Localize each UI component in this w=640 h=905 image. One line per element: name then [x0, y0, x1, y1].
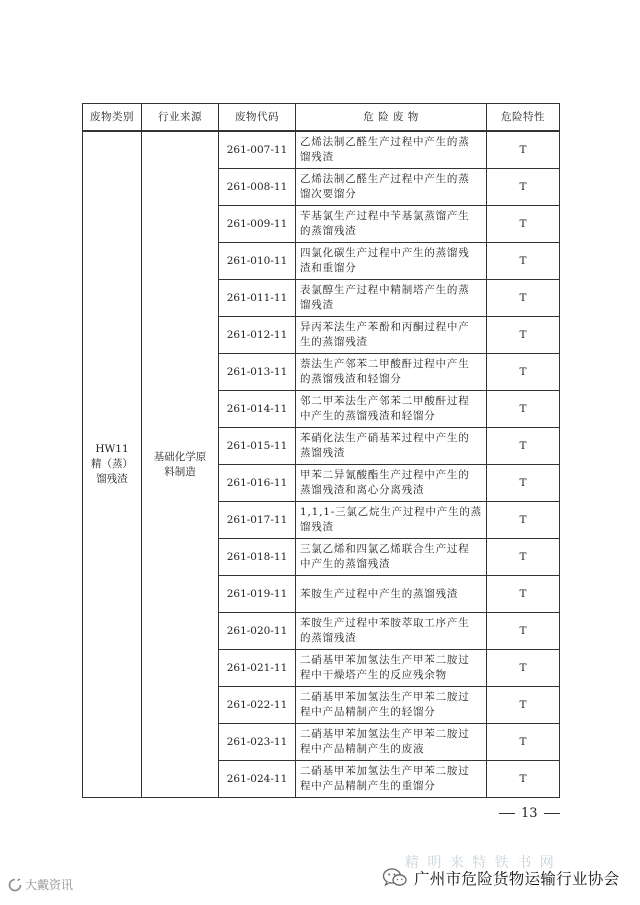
waste-code-cell: 261-012-11: [219, 317, 296, 354]
page-number-dash-left: [499, 813, 515, 814]
waste-description-line: 三氯乙烯和四氯乙烯联合生产过程: [300, 543, 470, 555]
waste-description-cell: [296, 650, 487, 687]
waste-category-line: HW11: [95, 443, 129, 455]
faint-bleed-text: 精 明 来 特 铁 书 网: [405, 855, 556, 871]
waste-description-line: 程中干燥塔产生的反应残余物: [300, 669, 447, 681]
waste-description-cell: [296, 613, 487, 650]
waste-code-cell: 261-023-11: [219, 724, 296, 761]
waste-description-line: 蒸馏残渣: [300, 447, 346, 459]
hazard-characteristic-cell: T: [487, 539, 560, 576]
waste-description-line: 异丙苯法生产苯酚和丙酮过程中产: [300, 321, 470, 333]
header-waste-code: 废物代码: [219, 104, 296, 132]
waste-description-line: 甲苯二异氰酸酯生产过程中产生的: [300, 469, 470, 481]
waste-description-line: 馏次要馏分: [300, 188, 357, 200]
watermark-left-text: 大戴资讯: [25, 878, 74, 892]
hazard-characteristic-cell: T: [487, 280, 560, 317]
waste-description-cell: [296, 539, 487, 576]
waste-description-line: 萘法生产邻苯二甲酸酐过程中产生: [300, 358, 470, 370]
waste-description-line: 的蒸馏残渣: [300, 225, 357, 237]
waste-description-line: 的蒸馏残渣和轻馏分: [300, 373, 402, 385]
header-hazard-characteristic: 危险特性: [487, 104, 560, 132]
waste-code-cell: 261-022-11: [219, 687, 296, 724]
waste-description-cell: [296, 687, 487, 724]
waste-description-line: 馏残渣: [300, 299, 334, 311]
table-header-row: [83, 104, 560, 132]
broken-circle-icon: [8, 878, 22, 892]
waste-code-cell: 261-019-11: [219, 576, 296, 613]
waste-description-cell: [296, 243, 487, 280]
waste-code-cell: 261-008-11: [219, 169, 296, 206]
waste-code-cell: 261-010-11: [219, 243, 296, 280]
waste-description-line: 苯胺生产过程中苯胺萃取工序产生: [300, 617, 470, 629]
waste-code-cell: 261-009-11: [219, 206, 296, 243]
header-hazardous-waste: 危 险 废 物: [296, 104, 487, 132]
waste-description-line: 渣和重馏分: [300, 262, 357, 274]
waste-code-cell: 261-007-11: [219, 131, 296, 169]
hazard-characteristic-cell: T: [487, 131, 560, 169]
waste-description-line: 馏残渣: [300, 521, 334, 533]
header-industry-source: 行业来源: [142, 104, 219, 132]
waste-description-cell: [296, 428, 487, 465]
waste-description-cell: [296, 317, 487, 354]
waste-category-line: 馏残渣: [96, 473, 128, 485]
waste-code-cell: 261-014-11: [219, 391, 296, 428]
watermark-left: [8, 876, 73, 893]
waste-description-cell: [296, 131, 487, 169]
waste-category-line: 精（蒸）: [91, 458, 133, 470]
hazard-characteristic-cell: T: [487, 576, 560, 613]
hazard-characteristic-cell: T: [487, 465, 560, 502]
industry-source-cell: [142, 131, 219, 798]
waste-description-line: 二硝基甲苯加氢法生产甲苯二胺过: [300, 765, 470, 777]
header-waste-category: 废物类别: [83, 104, 142, 132]
waste-description-line: 二硝基甲苯加氢法生产甲苯二胺过: [300, 654, 470, 666]
watermark-right: [382, 867, 619, 889]
waste-code-cell: 261-024-11: [219, 761, 296, 798]
hazard-characteristic-cell: T: [487, 317, 560, 354]
waste-description-line: 蒸馏残渣和离心分离残渣: [300, 484, 425, 496]
waste-description-cell: [296, 354, 487, 391]
hazard-characteristic-cell: T: [487, 206, 560, 243]
hazard-characteristic-cell: T: [487, 169, 560, 206]
waste-description-cell: [296, 724, 487, 761]
waste-description-cell: [296, 502, 487, 539]
hazard-characteristic-cell: T: [487, 724, 560, 761]
wechat-icon: [382, 867, 408, 889]
hazard-characteristic-cell: T: [487, 354, 560, 391]
waste-description-line: 乙烯法制乙醛生产过程中产生的蒸: [300, 136, 470, 148]
waste-description-line: 乙烯法制乙醛生产过程中产生的蒸: [300, 173, 470, 185]
waste-description-line: 苄基氯生产过程中苄基氯蒸馏产生: [300, 210, 470, 222]
table-row: [83, 131, 560, 169]
waste-description-line: 程中产品精制产生的废液: [300, 743, 425, 755]
hazard-characteristic-cell: T: [487, 243, 560, 280]
waste-description-line: 二硝基甲苯加氢法生产甲苯二胺过: [300, 728, 470, 740]
watermark-right-text: 广州市危险货物运输行业协会: [414, 870, 620, 888]
waste-description-line: 1,1,1-三氯乙烷生产过程中产生的蒸: [300, 506, 482, 518]
waste-description-line: 馏残渣: [300, 151, 334, 163]
hazard-characteristic-cell: T: [487, 761, 560, 798]
waste-description-line: 的蒸馏残渣: [300, 632, 357, 644]
waste-description-cell: [296, 576, 487, 613]
waste-code-cell: 261-015-11: [219, 428, 296, 465]
page-number-value: 13: [521, 806, 538, 821]
waste-description-cell: [296, 761, 487, 798]
industry-source-line: 基础化学原: [153, 450, 207, 463]
hazard-characteristic-cell: T: [487, 687, 560, 724]
hazard-characteristic-cell: T: [487, 391, 560, 428]
waste-category-cell: [83, 131, 142, 798]
waste-code-cell: 261-016-11: [219, 465, 296, 502]
hazard-characteristic-cell: T: [487, 650, 560, 687]
waste-code-cell: 261-018-11: [219, 539, 296, 576]
waste-code-cell: 261-017-11: [219, 502, 296, 539]
waste-description-line: 生的蒸馏残渣: [300, 336, 368, 348]
waste-description-line: 苯胺生产过程中产生的蒸馏残渣: [300, 587, 459, 600]
waste-description-line: 表氯醇生产过程中精制塔产生的蒸: [300, 284, 470, 296]
waste-description-cell: [296, 391, 487, 428]
waste-code-cell: 261-020-11: [219, 613, 296, 650]
hazard-characteristic-cell: T: [487, 502, 560, 539]
page-number: [493, 806, 566, 821]
waste-description-line: 四氯化碳生产过程中产生的蒸馏残: [300, 247, 470, 259]
waste-code-cell: 261-011-11: [219, 280, 296, 317]
waste-code-cell: 261-021-11: [219, 650, 296, 687]
waste-description-cell: [296, 280, 487, 317]
waste-description-line: 苯硝化法生产硝基苯过程中产生的: [300, 432, 470, 444]
waste-description-cell: [296, 169, 487, 206]
industry-source-line: 料制造: [164, 465, 196, 478]
waste-description-line: 程中产品精制产生的重馏分: [300, 780, 436, 792]
hazard-characteristic-cell: T: [487, 613, 560, 650]
waste-description-line: 二硝基甲苯加氢法生产甲苯二胺过: [300, 691, 470, 703]
hazard-characteristic-cell: T: [487, 428, 560, 465]
waste-description-line: 邻二甲苯法生产邻苯二甲酸酐过程: [300, 395, 470, 407]
waste-description-line: 程中产品精制产生的轻馏分: [300, 706, 436, 718]
waste-description-line: 中产生的蒸馏残渣: [300, 558, 391, 570]
waste-code-cell: 261-013-11: [219, 354, 296, 391]
waste-description-cell: [296, 206, 487, 243]
waste-description-line: 中产生的蒸馏残渣和轻馏分: [300, 410, 436, 422]
page-number-dash-right: [544, 813, 560, 814]
waste-description-cell: [296, 465, 487, 502]
hazardous-waste-table: [82, 103, 560, 798]
